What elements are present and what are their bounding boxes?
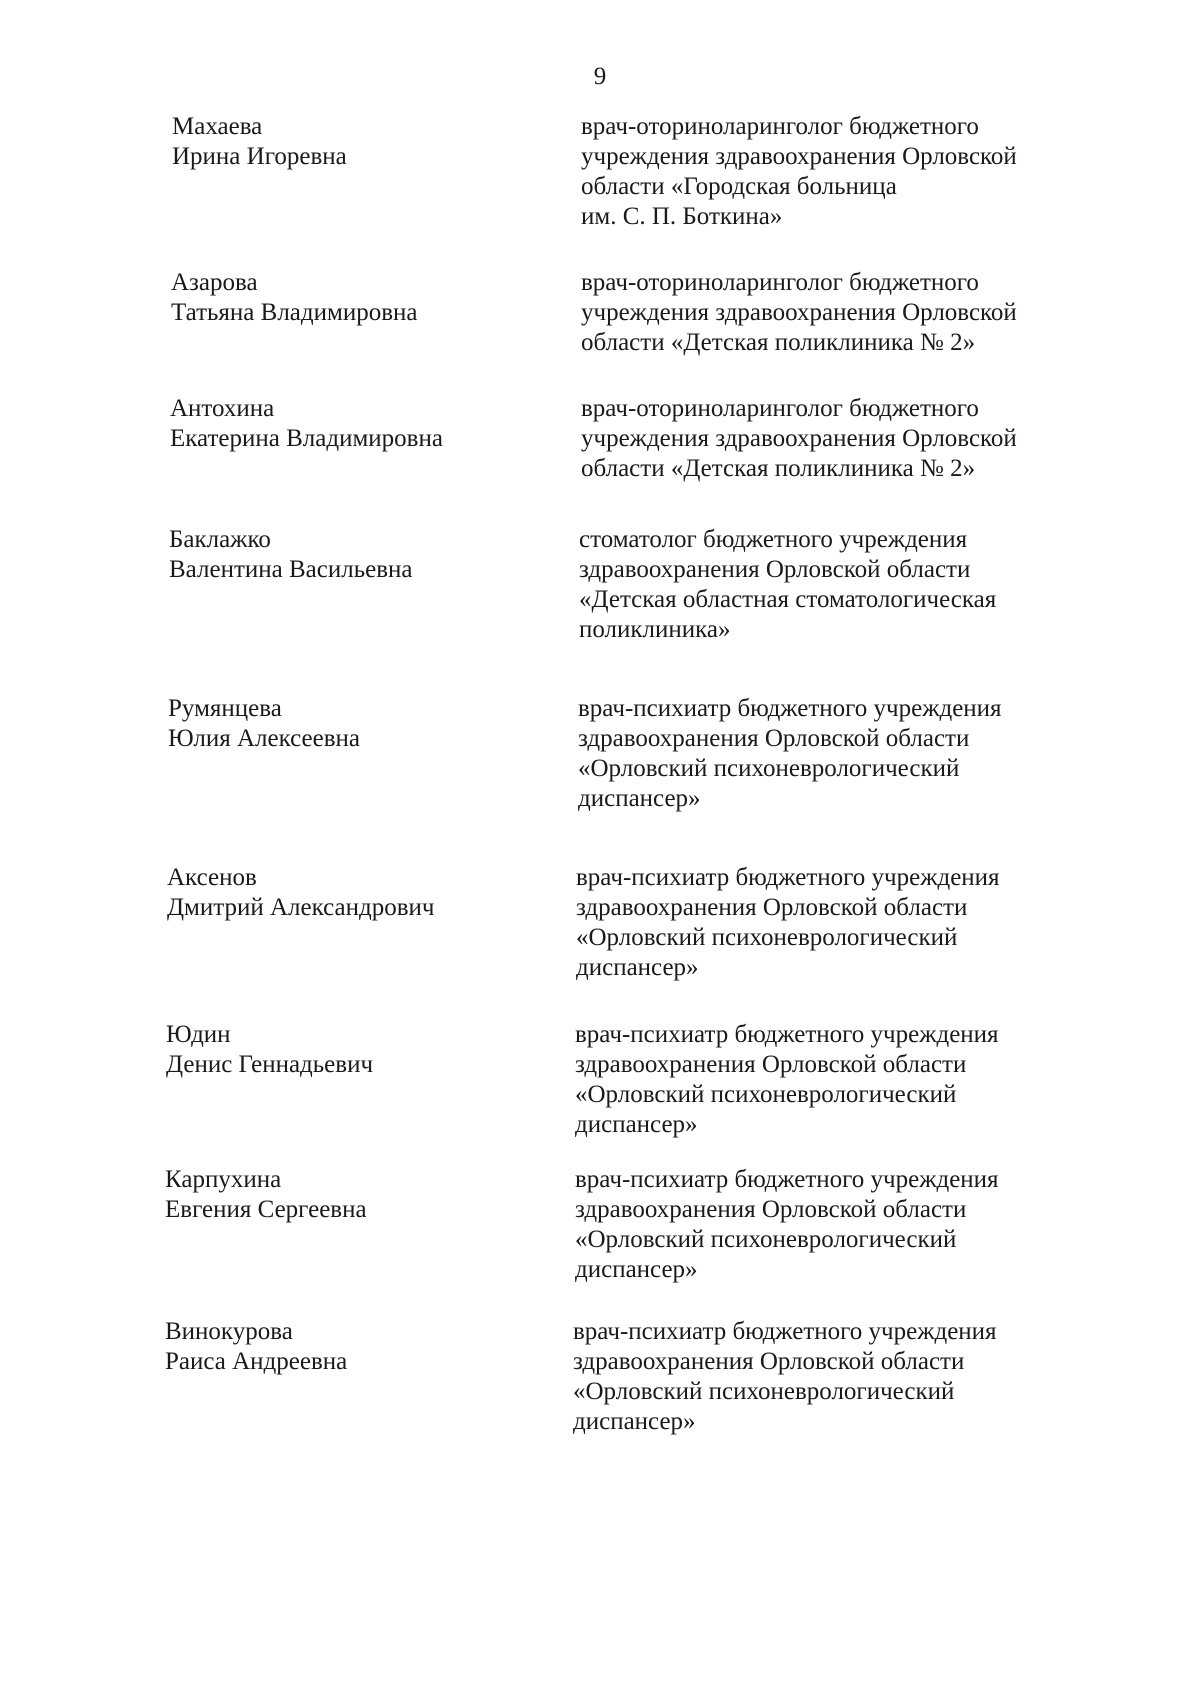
list-item <box>0 1317 1200 1435</box>
person-surname: Антохина <box>170 395 275 422</box>
position-line: «Орловский психоневрологический <box>575 1081 957 1108</box>
person-name <box>171 268 511 328</box>
person-surname: Баклажко <box>169 526 271 553</box>
person-given-names: Екатерина Владимировна <box>170 425 443 452</box>
position-line: «Детская областная стоматологическая <box>579 586 997 613</box>
person-surname: Карпухина <box>165 1166 282 1193</box>
person-surname: Аксенов <box>167 864 257 891</box>
person-position <box>575 1165 1065 1285</box>
person-surname: Винокурова <box>165 1318 293 1345</box>
person-surname: Юдин <box>166 1021 231 1048</box>
position-line: диспансер» <box>575 1256 698 1283</box>
list-item <box>0 863 1200 981</box>
position-line: области «Городская больница <box>581 173 897 200</box>
position-line: поликлиника» <box>579 616 731 643</box>
person-name <box>165 1317 505 1377</box>
position-line: врач-психиатр бюджетного учреждения <box>575 1166 999 1193</box>
position-line: здравоохранения Орловской области <box>573 1348 965 1375</box>
position-line: здравоохранения Орловской области <box>575 1051 967 1078</box>
person-name <box>165 1165 505 1225</box>
list-item <box>0 694 1200 812</box>
position-line: врач-психиатр бюджетного учреждения <box>573 1318 997 1345</box>
person-given-names: Евгения Сергеевна <box>165 1196 367 1223</box>
person-name <box>167 863 507 923</box>
page-number: 9 <box>593 63 607 90</box>
position-line: «Орловский психоневрологический <box>575 1226 957 1253</box>
position-line: диспансер» <box>578 785 701 812</box>
person-given-names: Валентина Васильевна <box>169 556 413 583</box>
person-position <box>575 1020 1065 1140</box>
person-given-names: Юлия Алексеевна <box>168 725 360 752</box>
person-position <box>581 394 1071 484</box>
position-line: врач-психиатр бюджетного учреждения <box>578 695 1002 722</box>
person-name <box>166 1020 506 1080</box>
person-name <box>170 394 510 454</box>
person-surname: Махаева <box>172 113 263 140</box>
person-given-names: Ирина Игоревна <box>172 143 347 170</box>
position-line: области «Детская поликлиника № 2» <box>581 455 976 482</box>
position-line: врач-оториноларинголог бюджетного <box>581 113 979 140</box>
list-item <box>0 268 1200 356</box>
person-surname: Азарова <box>171 269 258 296</box>
list-item <box>0 525 1200 643</box>
list-item <box>0 1020 1200 1138</box>
list-item <box>0 394 1200 482</box>
person-position <box>581 268 1071 358</box>
position-line: здравоохранения Орловской области <box>578 725 970 752</box>
person-given-names: Дмитрий Александрович <box>167 894 435 921</box>
person-name <box>169 525 509 585</box>
person-given-names: Раиса Андреевна <box>165 1348 348 1375</box>
position-line: диспансер» <box>576 954 699 981</box>
position-line: здравоохранения Орловской области <box>575 1196 967 1223</box>
position-line: диспансер» <box>575 1111 698 1138</box>
person-position <box>576 863 1066 983</box>
person-name <box>172 112 512 172</box>
position-line: врач-оториноларинголог бюджетного <box>581 395 979 422</box>
position-line: «Орловский психоневрологический <box>578 755 960 782</box>
position-line: стоматолог бюджетного учреждения <box>579 526 968 553</box>
person-given-names: Татьяна Владимировна <box>171 299 418 326</box>
position-line: врач-психиатр бюджетного учреждения <box>576 864 1000 891</box>
position-line: диспансер» <box>573 1408 696 1435</box>
position-line: им. С. П. Боткина» <box>581 203 783 230</box>
person-position <box>579 525 1069 645</box>
position-line: учреждения здравоохранения Орловской <box>581 143 1017 170</box>
person-position <box>581 112 1071 232</box>
position-line: области «Детская поликлиника № 2» <box>581 329 976 356</box>
position-line: здравоохранения Орловской области <box>579 556 971 583</box>
list-item <box>0 112 1200 230</box>
list-item <box>0 1165 1200 1283</box>
position-line: учреждения здравоохранения Орловской <box>581 299 1017 326</box>
position-line: учреждения здравоохранения Орловской <box>581 425 1017 452</box>
position-line: «Орловский психоневрологический <box>576 924 958 951</box>
person-position <box>573 1317 1063 1437</box>
position-line: врач-психиатр бюджетного учреждения <box>575 1021 999 1048</box>
position-line: «Орловский психоневрологический <box>573 1378 955 1405</box>
person-position <box>578 694 1068 814</box>
position-line: здравоохранения Орловской области <box>576 894 968 921</box>
person-surname: Румянцева <box>168 695 282 722</box>
person-name <box>168 694 508 754</box>
person-given-names: Денис Геннадьевич <box>166 1051 374 1078</box>
position-line: врач-оториноларинголог бюджетного <box>581 269 979 296</box>
